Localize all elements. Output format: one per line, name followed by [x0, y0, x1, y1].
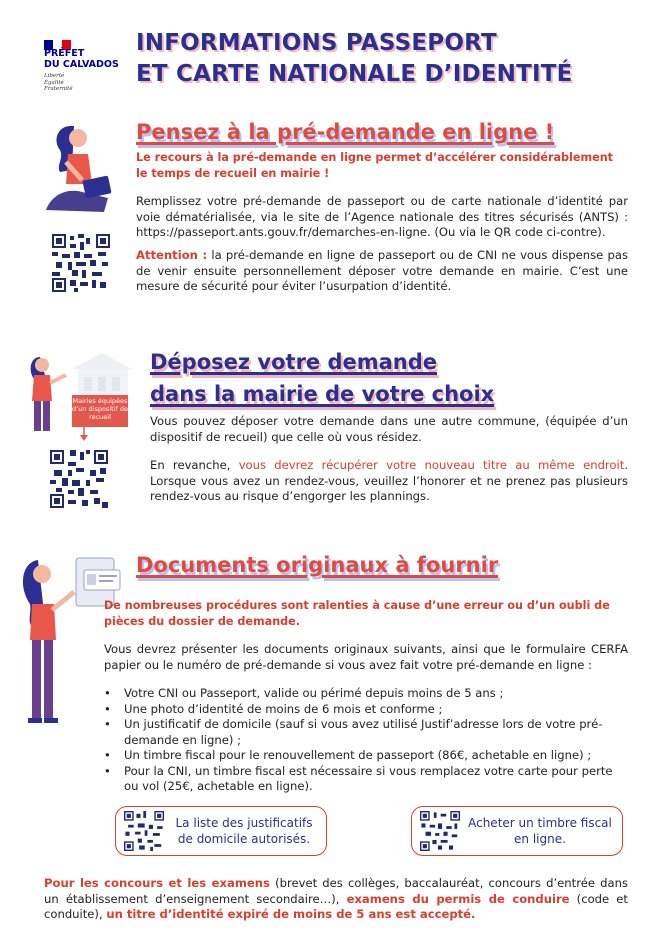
section3-heading — [136, 551, 498, 579]
section2-paragraph1: Vous pouvez déposer votre demande dans une autre commune, (équipée d’un dispositif de recueil) que celle où vous résidez. — [150, 414, 628, 444]
proof-of-address-qr-code[interactable] — [124, 811, 164, 851]
prefecture-name — [44, 48, 119, 70]
arrow-down-icon — [80, 424, 88, 442]
para2-end: . Lorsque vous avez un rendez-vous, veuillez l’honorer et ne prenez pas plusieurs rendez-vous au risque d’engorger les plannings. — [150, 458, 628, 503]
section3-intro: Vous devrez présenter les documents originaux suivants, ainsi que le formulaire CERFA papier ou le numéro de pré-demande si vous avez fait votre pré-demande en ligne : — [104, 642, 628, 672]
exams-label: Pour les concours et les examens — [44, 876, 270, 890]
motto-liberte: Liberté — [44, 73, 65, 79]
driving-exam-details: (code et conduite), — [44, 891, 628, 921]
section3-heading-text: Documents originaux à fournir — [136, 553, 499, 577]
section3-lead: De nombreuses procédures sont ralenties à cause d’une erreur ou d’un oubli de pièces du dossier de demande. — [104, 599, 610, 628]
section1-paragraph: Remplissez votre pré-demande de passeport ou de carte nationale d’identité par voie dématérialisée, via le site de l’Agence nationale des titres sécurisés (ANTS) : https://passeport.ants.gouv.fr/demarches-en-ligne. (Ou via le QR code ci-contre). — [136, 194, 628, 239]
page-title — [136, 28, 573, 90]
exams-details: (brevet des collèges, baccalauréat, concours d’entrée dans un établissement d’enseignement secondaire…), — [44, 876, 628, 906]
motto-egalite: Égalité — [44, 79, 64, 86]
ants-qr-code[interactable] — [52, 234, 110, 292]
list-item: • Un timbre fiscal pour le renouvellement de passeport (86€, achetable en ligne) ; — [124, 748, 628, 764]
attention-label: Attention : — [136, 248, 208, 262]
townhall-qr-code[interactable] — [50, 450, 108, 508]
section2-heading-line1: Déposez votre demande — [150, 350, 438, 374]
proof-of-address-link-box[interactable] — [115, 806, 327, 856]
list-item: • Votre CNI ou Passeport, valide ou périmé depuis moins de 5 ans ; — [124, 686, 628, 702]
tax-stamp-link-box[interactable] — [411, 806, 623, 856]
equipped-townhalls-badge: Mairies équipées d’un dispositif de recueil — [72, 395, 128, 427]
section2-paragraph2 — [150, 458, 628, 505]
section2-heading-line2: dans la mairie de votre choix — [150, 382, 495, 406]
section1-heading-text: Pensez à la pré-demande en ligne ! — [136, 120, 555, 144]
exams-note — [44, 876, 628, 923]
prefecture-line1: PRÉFET — [44, 48, 85, 59]
tax-stamp-link-label[interactable]: Acheter un timbre fiscal en ligne. — [468, 816, 612, 846]
section1-attention — [136, 248, 628, 295]
section2-heading — [150, 346, 494, 410]
republic-motto — [44, 73, 73, 93]
attention-text: la pré-demande en ligne de passeport ou de CNI ne vous dispense pas de venir ensuite personnellement déposer votre demande en mairie. C’est une mesure de sécurité pour éviter l’usurpation d’identité. — [136, 248, 628, 293]
tax-stamp-qr-code[interactable] — [420, 811, 460, 851]
page-title-line2: ET CARTE NATIONALE D’IDENTITÉ — [136, 61, 573, 87]
list-item: • Pour la CNI, un timbre fiscal est nécessaire si vous remplacez votre carte pour perte ou vol (25€, achetable en ligne). — [124, 764, 628, 795]
driving-exam-label: examens du permis de conduire — [346, 891, 570, 906]
woman-laptop-illustration — [38, 118, 120, 226]
list-item: • Un justificatif de domicile (sauf si vous avez utilisé Justif’adresse lors de votre pré-demande en ligne) ; — [124, 717, 628, 748]
section1-heading — [136, 118, 554, 146]
marianne-logo-icon — [44, 35, 72, 45]
page-title-line1: INFORMATIONS PASSEPORT — [136, 30, 497, 56]
section1-lead: Le recours à la pré-demande en ligne permet d’accélérer considérablement le temps de recueil en mairie ! — [136, 151, 614, 180]
list-item: • Une photo d’identité de moins de 6 mois et conforme ; — [124, 702, 628, 718]
prefecture-line2: DU CALVADOS — [44, 59, 119, 70]
documents-list — [104, 686, 628, 795]
para2-start: En revanche, — [150, 458, 239, 472]
proof-of-address-link-label[interactable]: La liste des justificatifs de domicile autorisés. — [175, 816, 313, 846]
expired-id-accepted: un titre d’identité expiré de moins de 5 ans est accepté. — [106, 907, 476, 921]
para2-highlight: vous devrez récupérer votre nouveau titre au même endroit — [238, 458, 625, 472]
motto-fraternite: Fraternité — [44, 86, 73, 92]
